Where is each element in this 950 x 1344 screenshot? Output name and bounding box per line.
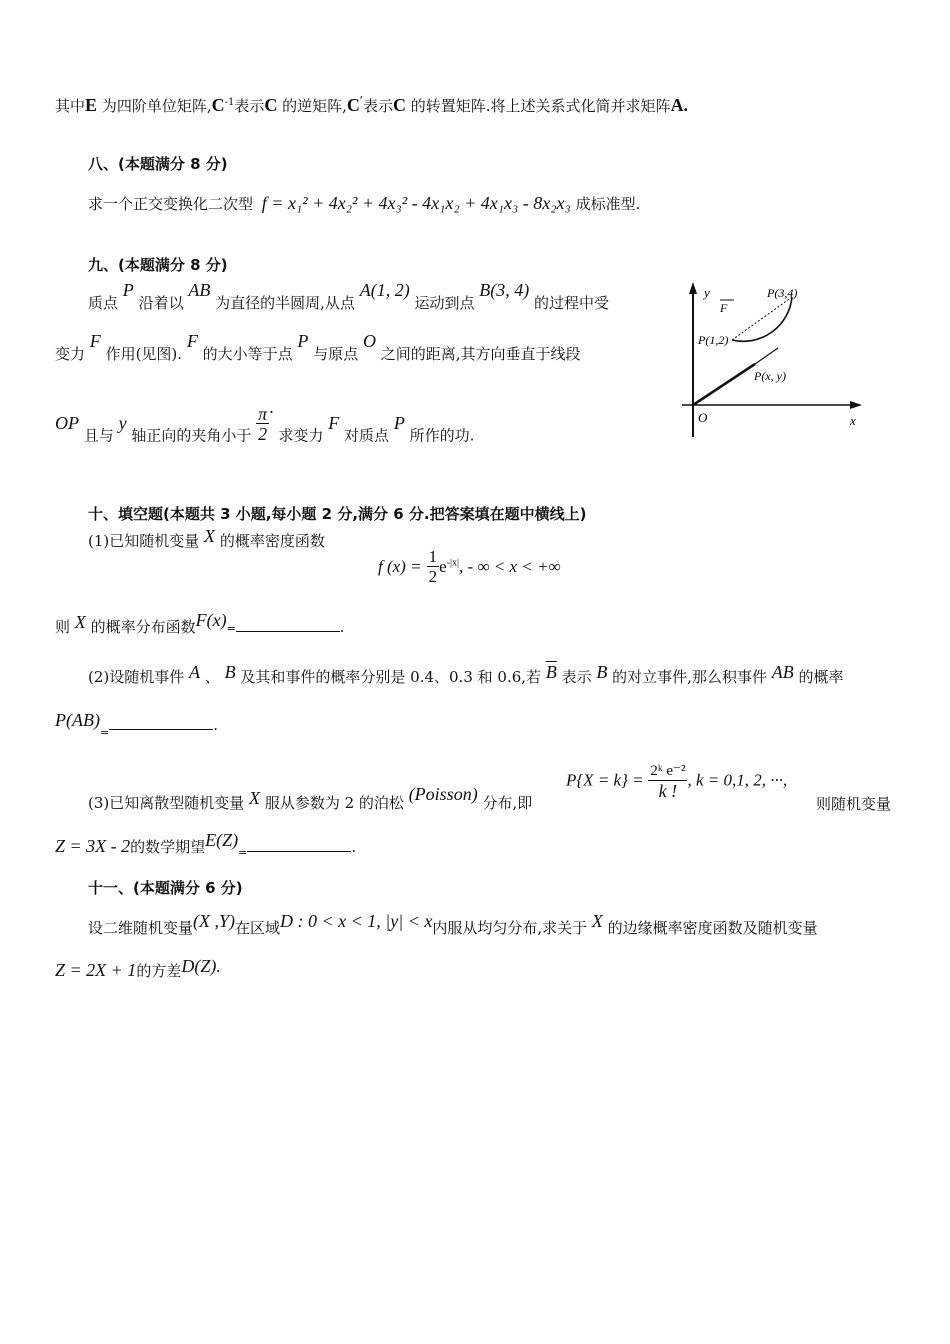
intro-line	[55, 92, 688, 116]
poisson-formula	[566, 762, 787, 801]
q10-sub1	[88, 526, 325, 551]
text: 服从参数为 2 的泊松	[264, 794, 404, 812]
quadratic-form: f = x₁² + 4x₂² + 4x₃² - 4x₁x₂ + 4x₁x₃ - 8x₂x₃	[261, 193, 571, 213]
text: 与原点	[313, 345, 359, 363]
origin-label: O	[698, 410, 708, 425]
pmf-fraction	[648, 762, 687, 801]
x-axis	[682, 401, 862, 409]
force-F: F	[186, 331, 198, 351]
segment-OP: OP	[55, 412, 79, 433]
text: 的对立事件,那么积事件	[612, 668, 767, 686]
equals: =	[99, 726, 110, 739]
matrix-C: C	[393, 95, 406, 115]
text: (2)设随机事件	[88, 668, 185, 686]
variance-DZ: D(Z).	[181, 956, 221, 976]
text: 的逆矩阵,	[282, 97, 347, 115]
label-P12: P(1,2)	[698, 333, 729, 347]
event-A: A	[189, 662, 201, 682]
q10-sub3-answer	[55, 830, 357, 859]
text: 的概率密度函数	[219, 532, 325, 550]
segment-OP	[693, 364, 755, 405]
equals: =	[226, 622, 236, 635]
text: 内服从均匀分布,求关于	[432, 919, 588, 937]
text: 分布,即	[482, 794, 533, 812]
q8-heading: 八、(本题满分 8 分)	[88, 155, 228, 173]
text: 沿着以	[138, 294, 184, 312]
label-Pxy: P(x, y)	[754, 369, 786, 383]
q10-sub3-tail: 则随机变量	[816, 795, 892, 813]
Z-definition: Z = 3X - 2	[55, 836, 131, 856]
y-axis-label: y	[704, 285, 710, 300]
density-formula	[378, 548, 561, 587]
text: 对质点	[344, 426, 390, 445]
q10-sub1-answer	[55, 610, 345, 639]
text: 的数学期望	[130, 838, 206, 856]
expectation-EZ: E(Z)	[205, 830, 239, 850]
Z-definition: Z = 2X + 1	[55, 960, 137, 980]
density-lhs: f (x) =	[378, 557, 422, 576]
pi-over-2	[256, 405, 269, 444]
fraction-denominator: k !	[658, 781, 678, 801]
matrix-C: C	[264, 95, 278, 115]
transpose-sup: ′	[359, 94, 363, 109]
y-axis-arrow-icon	[689, 282, 697, 294]
region-D: D : 0 < x < 1, |y| < x	[280, 911, 433, 931]
fraction-numerator: 2ᵏ e⁻²	[650, 763, 686, 779]
segment-AB: AB	[188, 280, 211, 300]
exp-base: e	[439, 557, 447, 576]
text: 所作的功.	[409, 426, 475, 445]
q11-heading: 十一、(本题满分 6 分)	[88, 879, 243, 897]
q8-line	[88, 193, 640, 214]
q9-line-1	[88, 280, 610, 313]
x-axis-arrow-icon	[850, 401, 862, 409]
period: .	[269, 396, 274, 417]
point-B: B(3, 4)	[479, 280, 530, 300]
q10-sub3	[88, 784, 533, 813]
q10-sub2-answer	[55, 710, 218, 739]
fraction-denominator: 2	[258, 424, 268, 444]
exp-sup: -|x|	[446, 557, 460, 569]
k-range: , k = 0,1, 2, ···,	[687, 770, 788, 790]
point-P: P	[393, 412, 405, 433]
text: 则	[55, 618, 71, 636]
random-vector-XY: (X ,Y)	[193, 911, 236, 931]
cdf-F: F(x)	[195, 610, 227, 630]
event-B: B	[596, 662, 608, 682]
q9-heading: 九、(本题满分 8 分)	[88, 256, 228, 274]
text: 的过程中受	[534, 294, 610, 312]
matrix-E: E	[85, 95, 98, 115]
period: .	[213, 716, 218, 734]
force-figure	[660, 272, 870, 442]
period: .	[351, 838, 357, 856]
matrix-C: C	[346, 95, 360, 115]
q9-line-3	[55, 396, 475, 456]
text: 求一个正交变换化二次型	[88, 195, 254, 213]
text: 的转置矩阵.将上述关系式化简并求矩阵	[410, 97, 671, 115]
text: 及其和事件的概率分别是 0.4、0.3 和 0.6,若	[240, 668, 542, 686]
text: 其中	[55, 97, 86, 115]
matrix-C: C	[211, 95, 225, 115]
var-X: X	[74, 612, 86, 632]
text: 表示	[561, 668, 592, 686]
text: 运动到点	[414, 294, 475, 312]
text: 设二维随机变量	[88, 919, 194, 937]
text: 的大小等于点	[202, 345, 293, 363]
force-F: F	[89, 331, 101, 351]
text: 为直径的半圆周,从点	[215, 294, 355, 312]
answer-blank-2[interactable]	[109, 729, 213, 730]
text: 表示	[234, 97, 265, 115]
text: 成标准型.	[575, 195, 641, 213]
event-B: B	[224, 662, 236, 682]
text: 的概率分布函数	[90, 618, 196, 636]
point-P: P	[297, 331, 309, 351]
event-B-complement: $\overline{B}$	[545, 662, 557, 682]
q10-sub2	[88, 662, 844, 687]
text: 的概率	[798, 668, 844, 686]
text: 为四阶单位矩阵,	[101, 97, 212, 115]
text: 轴正向的夹角小于	[131, 426, 252, 445]
answer-blank-3[interactable]	[247, 851, 351, 852]
text: (3)已知离散型随机变量	[88, 794, 245, 812]
origin-O: O	[363, 331, 376, 351]
force-F: F	[328, 412, 340, 433]
point-A: A(1, 2)	[359, 280, 410, 300]
period: .	[339, 618, 345, 636]
axis-y: y	[118, 412, 127, 433]
q9-line-2	[55, 331, 581, 364]
var-X: X	[591, 911, 603, 931]
text: 的方差	[136, 962, 182, 980]
diameter-AB	[732, 297, 792, 340]
fraction-numerator: 1	[428, 547, 438, 566]
text: (1)已知随机变量	[88, 532, 200, 550]
y-axis	[689, 282, 697, 437]
fraction-denominator: 2	[428, 567, 438, 586]
q10-heading: 十、填空题(本题共 3 小题,每小题 2 分,满分 6 分.把答案填在题中横线上)	[88, 505, 587, 523]
text: 变力	[55, 345, 86, 363]
inverse-sup: -1	[224, 97, 235, 108]
text: 求变力	[278, 426, 324, 445]
q11-line-2	[55, 956, 221, 981]
semicircle-arc	[732, 297, 792, 341]
segment-P-extension	[755, 348, 778, 364]
q11-line-1	[88, 911, 818, 938]
fraction-numerator: π	[258, 404, 268, 424]
probability-P-AB: P(AB)	[55, 710, 100, 730]
text: 质点	[88, 294, 119, 312]
text: 且与	[83, 426, 114, 445]
separator: 、	[204, 668, 220, 686]
label-P34: P(3,4)	[767, 286, 798, 300]
event-AB-complement: AB	[771, 662, 794, 682]
pmf-lhs: P{X = k} =	[566, 770, 644, 790]
equals: =	[238, 846, 248, 859]
text: 的边缘概率密度函数及随机变量	[607, 919, 818, 937]
text: 表示	[362, 97, 393, 115]
one-half	[427, 548, 440, 587]
var-X: X	[204, 526, 216, 546]
text: 作用(见图).	[105, 345, 183, 363]
point-P: P	[122, 280, 134, 300]
poisson-label: (Poisson)	[408, 784, 478, 804]
var-X: X	[249, 788, 261, 808]
answer-blank-1[interactable]	[236, 631, 340, 632]
matrix-A: A.	[670, 95, 689, 115]
text: 在区域	[235, 919, 281, 937]
domain-range: , - ∞ < x < +∞	[459, 557, 561, 576]
F-vector-label: F	[720, 301, 728, 315]
x-axis-label: x	[850, 413, 856, 428]
text: 之间的距离,其方向垂直于线段	[380, 345, 581, 363]
